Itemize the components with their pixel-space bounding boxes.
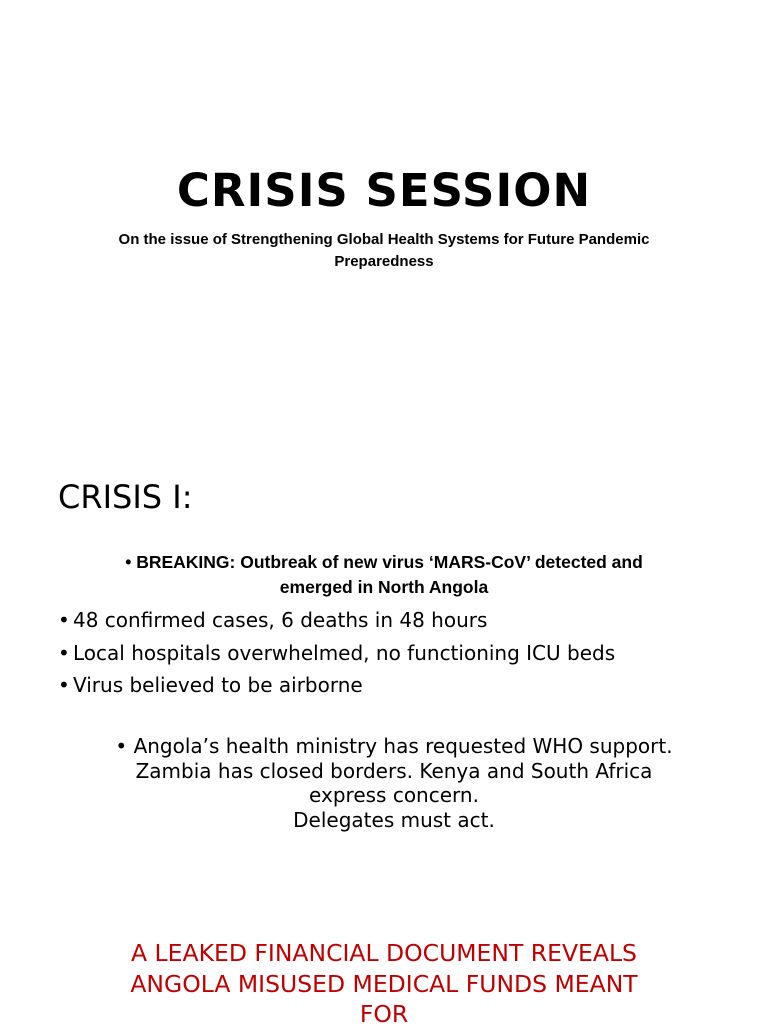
response-line-1 xyxy=(40,734,748,759)
response-line-2: Zambia has closed borders. Kenya and South Africa xyxy=(135,758,653,783)
situation-list xyxy=(58,604,615,702)
bullet-icon: • xyxy=(125,552,132,572)
breaking-news-item xyxy=(90,550,678,600)
list-item-text: Local hospitals overwhelmed, no functioning ICU beds xyxy=(73,640,616,665)
bullet-icon: • xyxy=(58,673,70,697)
response-paragraph xyxy=(40,734,748,832)
response-line-3: express concern. xyxy=(309,783,479,807)
bullet-icon: • xyxy=(58,640,70,665)
response-text: Angola’s health ministry has requested WHO support. xyxy=(133,734,673,758)
crisis-heading: CRISIS I: xyxy=(58,478,193,516)
list-item-text: Virus believed to be airborne xyxy=(73,673,363,697)
bullet-icon: • xyxy=(58,608,70,632)
leaked-document-alert: A LEAKED FINANCIAL DOCUMENT REVEALS ANGOLA MISUSED MEDICAL FUNDS MEANT FOR xyxy=(130,939,638,1028)
breaking-news-text: BREAKING: Outbreak of new virus ‘MARS-CoV’ detected and emerged in North Angola xyxy=(136,552,643,597)
list-item xyxy=(58,604,615,637)
response-line-4: Delegates must act. xyxy=(293,807,495,832)
page-subtitle: On the issue of Strengthening Global Health Systems for Future Pandemic Preparedness xyxy=(118,231,650,270)
page-title: CRISIS SESSION xyxy=(176,164,592,217)
list-item-text: 48 confirmed cases, 6 deaths in 48 hours xyxy=(73,608,488,632)
bullet-icon: • xyxy=(115,734,128,758)
list-item xyxy=(58,637,615,670)
list-item xyxy=(58,669,615,702)
